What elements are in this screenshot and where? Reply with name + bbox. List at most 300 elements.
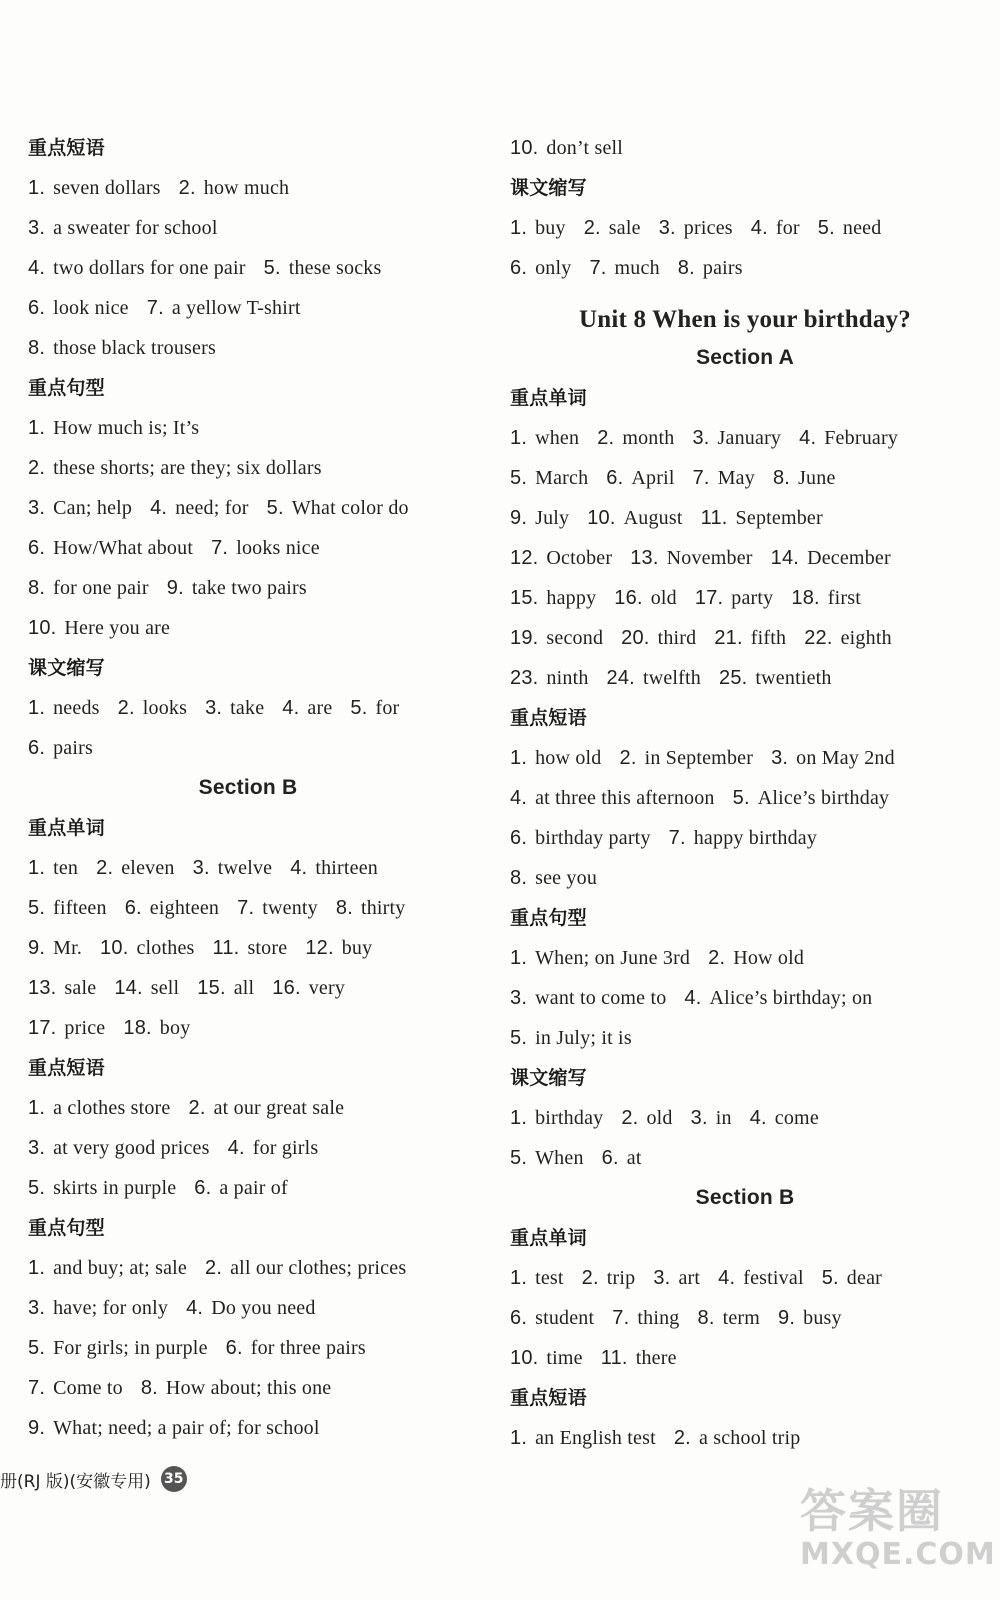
answer-text: Come to — [53, 1377, 123, 1399]
answer-number: 8. — [28, 337, 46, 359]
answer-text: What; need; a pair of; for school — [53, 1417, 320, 1439]
answer-text: boy — [159, 1017, 191, 1039]
answer-text: have; for only — [53, 1297, 169, 1319]
answer-number: 9. — [510, 507, 528, 529]
answer-text: fifth — [750, 627, 787, 649]
answer-text: April — [631, 467, 675, 489]
answer-text: happy birthday — [693, 827, 818, 849]
answer-item — [272, 968, 345, 1008]
answer-number: 4. — [28, 257, 46, 279]
answer-text: festival — [743, 1267, 804, 1289]
answer-line — [510, 498, 980, 538]
answer-item — [96, 848, 174, 888]
section-heading: 重点短语 — [510, 1387, 587, 1409]
answer-text: buy — [535, 217, 566, 239]
answer-line — [28, 1008, 468, 1048]
answer-text: and buy; at; sale — [53, 1257, 188, 1279]
answer-text: Can; help — [53, 497, 133, 519]
answer-text: there — [635, 1347, 677, 1369]
answer-number: 14. — [114, 977, 143, 999]
answer-item — [28, 728, 93, 768]
answer-line — [28, 928, 468, 968]
answer-item — [28, 568, 149, 608]
answer-number: 1. — [28, 417, 46, 439]
answer-line — [28, 408, 468, 448]
answer-line — [28, 568, 468, 608]
answer-number: 6. — [225, 1337, 243, 1359]
answer-number: 6. — [510, 827, 528, 849]
answer-item — [606, 458, 674, 498]
answer-line — [510, 418, 980, 458]
answer-number: 3. — [690, 1107, 708, 1129]
answer-item — [510, 1418, 656, 1458]
answer-item — [510, 658, 589, 698]
answer-item — [669, 818, 817, 858]
answer-text: don’t sell — [546, 137, 624, 159]
answer-number: 8. — [510, 867, 528, 889]
answer-number: 5. — [350, 697, 368, 719]
answer-text: very — [308, 977, 346, 999]
answer-text: are — [307, 697, 333, 719]
answer-number: 4. — [282, 697, 300, 719]
answer-item — [510, 1338, 583, 1378]
answer-number: 3. — [658, 217, 676, 239]
answer-number: 15. — [510, 587, 539, 609]
answer-text: all our clothes; prices — [230, 1257, 407, 1279]
answer-text: Here you are — [64, 617, 171, 639]
answer-item — [290, 848, 378, 888]
answer-text: party — [731, 587, 774, 609]
right-column — [510, 128, 980, 1458]
answer-item — [804, 618, 892, 658]
answer-text: happy — [546, 587, 597, 609]
answer-line — [510, 208, 980, 248]
answer-item — [194, 1168, 288, 1208]
answer-item — [695, 578, 774, 618]
answer-text: these socks — [288, 257, 382, 279]
answer-number: 19. — [510, 627, 539, 649]
answer-line — [28, 848, 468, 888]
answer-item — [818, 208, 882, 248]
footer-text: 册(RJ 版)(安徽专用) — [0, 1471, 151, 1492]
answer-item — [510, 938, 690, 978]
answer-item — [791, 578, 861, 618]
answer-line — [28, 608, 468, 648]
answer-number: 4. — [684, 987, 702, 1009]
answer-number: 2. — [581, 1267, 599, 1289]
answer-item — [510, 778, 715, 818]
answer-text: When; on June 3rd — [535, 947, 691, 969]
answer-line — [28, 1408, 468, 1448]
answer-item — [607, 658, 701, 698]
answer-line — [510, 658, 980, 698]
answer-number: 1. — [510, 1267, 528, 1289]
answer-item — [189, 1088, 345, 1128]
answer-text: May — [717, 467, 755, 489]
answer-text: skirts in purple — [53, 1177, 177, 1199]
answer-number: 18. — [791, 587, 820, 609]
answer-text: a sweater for school — [53, 217, 218, 239]
answer-line — [510, 618, 980, 658]
answer-number: 4. — [718, 1267, 736, 1289]
answer-number: 4. — [150, 497, 168, 519]
answer-text: How about; this one — [165, 1377, 332, 1399]
answer-number: 17. — [694, 587, 724, 609]
answer-text: July — [535, 507, 570, 529]
answer-number: 6. — [28, 297, 46, 319]
answer-number: 8. — [697, 1307, 715, 1329]
answer-text: sale — [64, 977, 97, 999]
answer-line — [510, 858, 980, 898]
answer-number: 16. — [272, 977, 301, 999]
answer-item — [510, 458, 588, 498]
answer-item — [691, 1098, 732, 1138]
page-footer — [0, 1464, 187, 1494]
answer-number: 7. — [211, 537, 229, 559]
answer-text: test — [535, 1267, 564, 1289]
answer-number: 4. — [186, 1297, 204, 1319]
answer-text: seven dollars — [53, 177, 161, 199]
answer-item — [205, 1248, 406, 1288]
answer-item — [620, 738, 754, 778]
answer-number: 3. — [205, 697, 223, 719]
answer-number: 7. — [692, 467, 710, 489]
answer-line — [510, 578, 980, 618]
answer-text: at our great sale — [213, 1097, 345, 1119]
answer-item — [28, 488, 132, 528]
answer-number: 2. — [96, 857, 114, 879]
answer-item — [630, 538, 752, 578]
answer-item — [267, 488, 409, 528]
answer-item — [614, 578, 677, 618]
answer-item — [28, 848, 78, 888]
answer-item — [237, 888, 318, 928]
answer-text: all — [233, 977, 255, 999]
answer-text: September — [735, 507, 823, 529]
answer-text: June — [798, 467, 836, 489]
answer-line — [510, 1338, 980, 1378]
answer-line — [28, 1288, 468, 1328]
answer-item — [674, 1418, 801, 1458]
answer-number: 8. — [335, 897, 353, 919]
answer-text: Do you need — [211, 1297, 316, 1319]
answer-text: March — [535, 467, 589, 489]
answer-text: pairs — [53, 737, 93, 759]
answer-item — [773, 458, 836, 498]
answer-text: art — [678, 1267, 701, 1289]
answer-item — [719, 658, 832, 698]
answer-text: term — [722, 1307, 761, 1329]
answer-item — [28, 248, 246, 288]
answer-text: only — [535, 257, 572, 279]
answer-number: 8. — [28, 577, 46, 599]
answer-number: 20. — [621, 627, 650, 649]
answer-line — [510, 938, 980, 978]
section-heading: 重点单词 — [28, 817, 105, 839]
answer-item — [28, 408, 199, 448]
answer-text: trip — [606, 1267, 636, 1289]
answer-item — [125, 888, 219, 928]
answer-line — [28, 728, 468, 768]
section-heading: 重点短语 — [510, 707, 587, 729]
answer-number: 8. — [772, 467, 791, 489]
answer-number: 1. — [28, 1257, 46, 1279]
answer-number: 2. — [708, 947, 726, 969]
answer-item — [602, 1138, 642, 1178]
answer-number: 2. — [583, 217, 601, 239]
answer-number: 10. — [100, 937, 129, 959]
answer-item — [771, 738, 895, 778]
answer-item — [193, 848, 273, 888]
answer-text: month — [622, 427, 675, 449]
answer-text: how old — [535, 747, 602, 769]
answer-text: needs — [53, 697, 100, 719]
answer-item — [510, 208, 566, 248]
answer-item — [510, 248, 571, 288]
answer-number: 2. — [188, 1097, 206, 1119]
answer-number: 1. — [510, 1107, 528, 1129]
answer-text: eighth — [840, 627, 892, 649]
answer-number: 11. — [600, 1347, 628, 1369]
answer-number: 1. — [28, 177, 46, 199]
answer-item — [28, 1168, 176, 1208]
answer-number: 10. — [587, 507, 616, 529]
answer-item — [510, 818, 651, 858]
answer-text: need; for — [175, 497, 249, 519]
answer-item — [510, 578, 596, 618]
answer-number: 18. — [123, 1017, 152, 1039]
answer-text: when — [535, 427, 580, 449]
answer-text: take two pairs — [191, 577, 307, 599]
answer-item — [698, 1298, 761, 1338]
answer-number: 3. — [510, 987, 528, 1009]
watermark-logo — [800, 1475, 996, 1585]
answer-text: those black trousers — [53, 337, 216, 359]
answer-number: 1. — [510, 1427, 528, 1449]
answer-item — [822, 1258, 882, 1298]
answer-text: Mr. — [53, 937, 83, 959]
answer-text: thirteen — [315, 857, 379, 879]
answer-item — [621, 1098, 672, 1138]
answer-text: How old — [733, 947, 805, 969]
answer-number: 9. — [166, 577, 184, 599]
answer-text: birthday party — [535, 827, 651, 849]
answer-item — [750, 1098, 819, 1138]
answer-number: 4. — [799, 427, 817, 449]
answer-item — [28, 1248, 187, 1288]
answer-text: clothes — [136, 937, 195, 959]
answer-number: 7. — [612, 1307, 630, 1329]
answer-number: 5. — [510, 467, 528, 489]
answer-text: August — [623, 507, 683, 529]
answer-item — [211, 528, 320, 568]
answer-number: 2. — [597, 427, 615, 449]
answer-text: eighteen — [149, 897, 220, 919]
section-heading: 课文缩写 — [510, 1067, 587, 1089]
answer-number: 14. — [770, 547, 800, 569]
answer-text: for girls — [252, 1137, 319, 1159]
answer-text: much — [614, 257, 660, 279]
answer-number: 3. — [192, 857, 210, 879]
answer-number: 7. — [28, 1377, 46, 1399]
answer-number: 5. — [732, 787, 750, 809]
answer-number: 7. — [146, 297, 164, 319]
answer-text: twelve — [217, 857, 273, 879]
answer-item — [708, 938, 804, 978]
answer-number: 4. — [510, 787, 528, 809]
answer-text: in September — [644, 747, 754, 769]
answer-item — [123, 1008, 190, 1048]
answer-text: a pair of — [219, 1177, 288, 1199]
answer-item — [597, 418, 674, 458]
section-heading: 重点短语 — [28, 137, 105, 159]
answer-number: 6. — [194, 1177, 212, 1199]
section-heading: 课文缩写 — [510, 177, 587, 199]
answer-line — [510, 978, 980, 1018]
answer-number: 13. — [630, 547, 659, 569]
answer-text: How much is; It’s — [53, 417, 200, 439]
answer-text: store — [247, 937, 288, 959]
answer-number: 13. — [28, 977, 57, 999]
answer-number: 10. — [28, 617, 57, 639]
answer-text: Alice’s birthday — [757, 787, 890, 809]
answer-item — [28, 288, 129, 328]
section-title: Section B — [198, 776, 298, 799]
answer-text: Alice’s birthday; on — [709, 987, 873, 1009]
answer-item — [205, 688, 264, 728]
answer-number: 12. — [510, 547, 539, 569]
answer-item — [693, 458, 755, 498]
answer-line — [28, 168, 468, 208]
answer-item — [510, 738, 602, 778]
answer-item — [28, 1008, 105, 1048]
answer-number: 6. — [510, 1307, 528, 1329]
watermark-bottom-text: MXQE.COM — [800, 1537, 996, 1572]
answer-number: 1. — [510, 747, 528, 769]
answer-item — [28, 1288, 168, 1328]
answer-text: How/What about — [53, 537, 194, 559]
answer-item — [28, 1368, 123, 1408]
answer-number: 17. — [28, 1017, 57, 1039]
answer-number: 3. — [28, 497, 46, 519]
answer-text: for one pair — [53, 577, 149, 599]
answer-line — [28, 488, 468, 528]
answer-item — [601, 1338, 677, 1378]
answer-line — [510, 1258, 980, 1298]
answer-number: 8. — [140, 1377, 158, 1399]
answer-number: 9. — [28, 1417, 46, 1439]
answer-line — [28, 1368, 468, 1408]
answer-number: 2. — [117, 697, 135, 719]
answer-item — [28, 1088, 171, 1128]
answer-item — [28, 448, 322, 488]
answer-text: take — [230, 697, 265, 719]
answer-number: 5. — [817, 217, 835, 239]
answer-item — [778, 1298, 842, 1338]
section-heading: 重点短语 — [28, 1057, 105, 1079]
answer-item — [584, 208, 641, 248]
answer-number: 11. — [700, 507, 728, 529]
answer-item — [510, 1138, 584, 1178]
answer-number: 2. — [205, 1257, 223, 1279]
answer-number: 9. — [778, 1307, 796, 1329]
answer-text: third — [657, 627, 697, 649]
answer-item — [213, 928, 288, 968]
answer-item — [751, 208, 800, 248]
answer-line — [28, 888, 468, 928]
answer-text: in — [715, 1107, 732, 1129]
answer-text: price — [64, 1017, 106, 1039]
answer-line — [510, 818, 980, 858]
answer-item — [510, 418, 579, 458]
answer-number: 6. — [601, 1147, 619, 1169]
answer-number: 12. — [305, 937, 334, 959]
answer-line — [510, 248, 980, 288]
answer-number: 2. — [28, 457, 46, 479]
answer-line — [28, 448, 468, 488]
answer-item — [510, 498, 569, 538]
answer-line — [510, 1098, 980, 1138]
unit-title: Unit 8 When is your birthday? — [578, 306, 912, 333]
answer-line — [28, 208, 468, 248]
answer-line — [510, 538, 980, 578]
answer-item — [684, 978, 872, 1018]
answer-text: in July; it is — [535, 1027, 632, 1049]
section-heading: 重点句型 — [28, 377, 105, 399]
answer-number: 1. — [510, 947, 528, 969]
answer-line — [28, 1128, 468, 1168]
answer-number: 7. — [668, 827, 686, 849]
answer-number: 5. — [263, 257, 281, 279]
page-number-badge: 35 — [161, 1466, 187, 1492]
answer-number: 6. — [606, 467, 624, 489]
answer-number: 5. — [28, 897, 46, 919]
answer-number: 2. — [178, 177, 196, 199]
section-heading: 课文缩写 — [28, 657, 105, 679]
answer-number: 5. — [821, 1267, 839, 1289]
answer-text: at very good prices — [53, 1137, 210, 1159]
section-heading: 重点单词 — [510, 1227, 587, 1249]
answer-text: two dollars for one pair — [53, 257, 246, 279]
answer-text: for three pairs — [250, 1337, 366, 1359]
answer-text: on May 2nd — [796, 747, 895, 769]
answer-text: November — [666, 547, 753, 569]
answer-item — [589, 248, 659, 288]
answer-item — [510, 538, 612, 578]
answer-item — [228, 1128, 319, 1168]
answer-number: 5. — [510, 1147, 528, 1169]
answer-text: an English test — [535, 1427, 656, 1449]
answer-text: January — [717, 427, 782, 449]
answer-number: 24. — [606, 667, 635, 689]
answer-item — [510, 1258, 564, 1298]
answer-text: time — [546, 1347, 583, 1369]
answer-item — [264, 248, 382, 288]
answer-item — [510, 128, 623, 168]
answer-text: a clothes store — [53, 1097, 171, 1119]
answer-text: need — [842, 217, 882, 239]
answer-number: 10. — [510, 137, 539, 159]
answer-item — [186, 1288, 316, 1328]
answer-item — [28, 608, 170, 648]
answer-number: 6. — [28, 537, 46, 559]
answer-text: fifteen — [53, 897, 107, 919]
section-heading: 重点句型 — [510, 907, 587, 929]
answer-item — [587, 498, 682, 538]
answer-item — [336, 888, 406, 928]
answer-item — [28, 1128, 210, 1168]
answer-item — [114, 968, 179, 1008]
